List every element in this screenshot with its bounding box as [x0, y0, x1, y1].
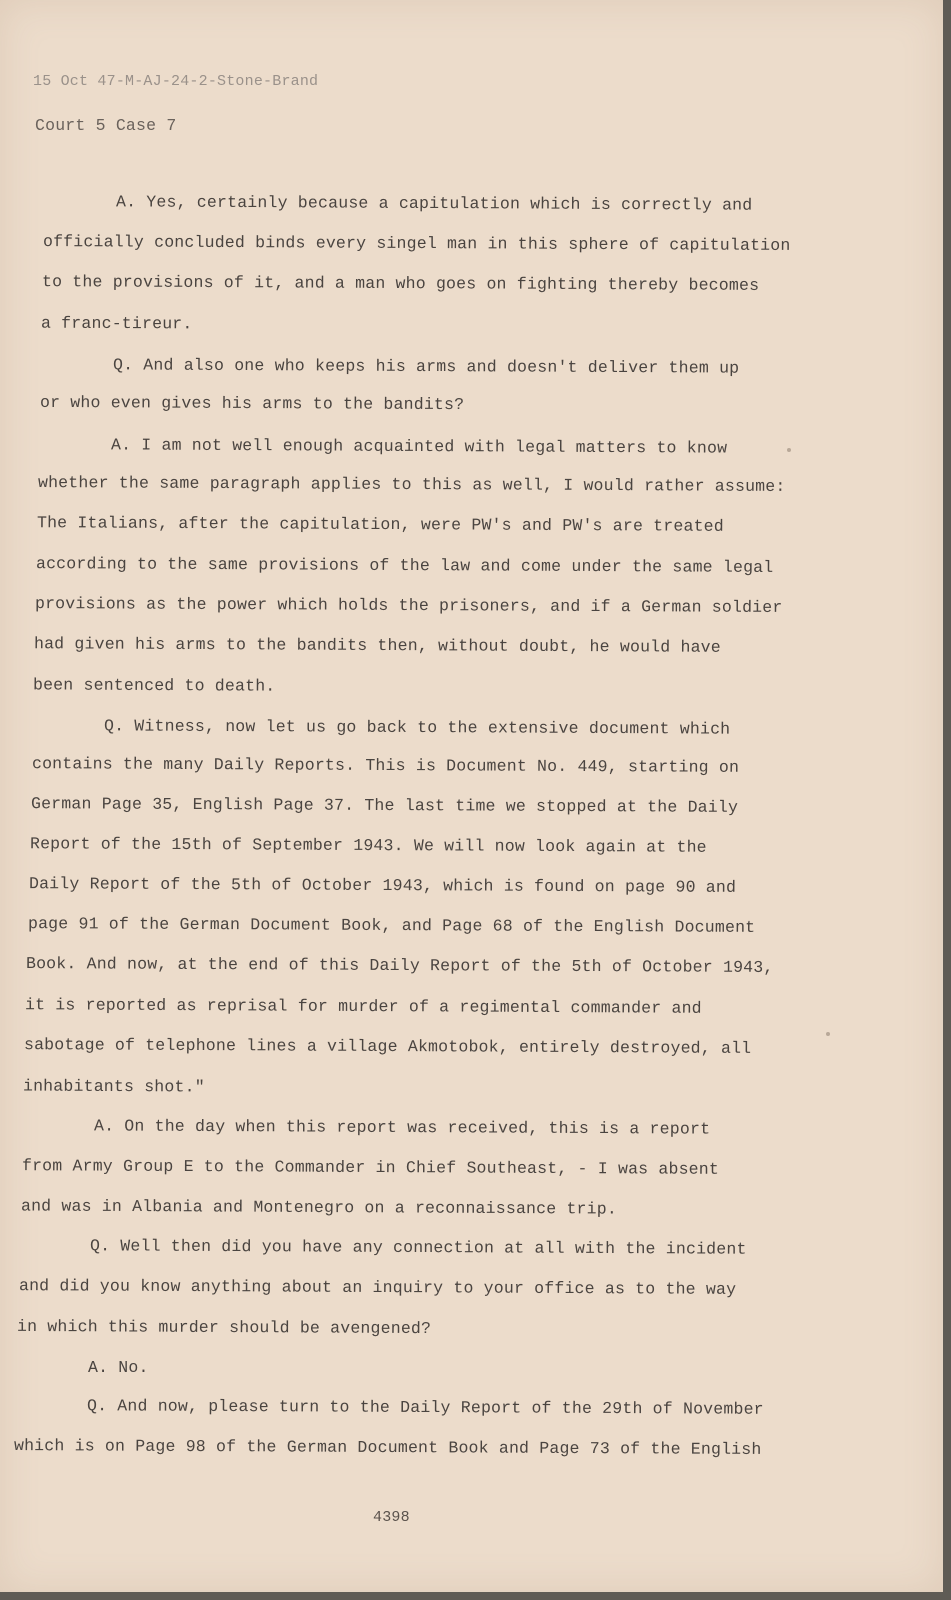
paper-speck	[826, 1032, 830, 1036]
transcript-line: Q. Well then did you have any connection at all with the incident	[89, 1236, 747, 1259]
transcript-line: in which this murder should be avengened?	[16, 1316, 432, 1339]
transcript-line: The Italians, after the capitulation, were PW's and PW's are treated	[36, 513, 724, 536]
transcript-line: and was in Albania and Montenegro on a reconnaissance trip.	[20, 1196, 618, 1219]
document-header-line-1: 15 Oct 47-M-AJ-24-2-Stone-Brand	[33, 73, 319, 90]
transcript-line: from Army Group E to the Commander in Chief Southeast, - I was absent	[21, 1156, 720, 1179]
transcript-line: been sentenced to death.	[32, 675, 276, 696]
transcript-line: Q. And now, please turn to the Daily Report of the 29th of November	[86, 1396, 764, 1419]
transcript-line: Report of the 15th of September 1943. We will now look again at the	[29, 834, 707, 857]
transcript-line: or who even gives his arms to the bandits?	[39, 392, 465, 415]
transcript-line: page 91 of the German Document Book, and Page 68 of the English Document	[27, 914, 756, 937]
transcript-line: Daily Report of the 5th of October 1943, which is found on page 90 and	[28, 874, 737, 897]
transcript-line: Book. And now, at the end of this Daily Report of the 5th of October 1943,	[25, 954, 774, 977]
page-number: 4398	[373, 1509, 410, 1526]
document-header-line-2: Court 5 Case 7	[35, 116, 177, 135]
transcript-line: sabotage of telephone lines a village Akmotobok, entirely destroyed, all	[23, 1035, 752, 1058]
transcript-line: had given his arms to the bandits then, without doubt, he would have	[33, 634, 721, 657]
transcript-line: to the provisions of it, and a man who goes on fighting thereby becomes	[41, 272, 760, 295]
transcript-line: which is on Page 98 of the German Document Book and Page 73 of the English	[13, 1436, 762, 1459]
transcript-line: according to the same provisions of the law and come under the same legal	[35, 554, 774, 577]
transcript-line: inhabitants shot."	[22, 1076, 205, 1097]
transcript-line: German Page 35, English Page 37. The last time we stopped at the Daily	[30, 794, 739, 817]
transcript-line: A. No.	[88, 1358, 149, 1377]
transcript-line: officially concluded binds every singel man in this sphere of capitulation	[42, 232, 791, 255]
transcript-line: whether the same paragraph applies to this as well, I would rather assume:	[37, 473, 786, 496]
transcript-line: A. I am not well enough acquainted with legal matters to know	[110, 435, 728, 458]
page-edge-right	[943, 0, 951, 1600]
transcript-line: it is reported as reprisal for murder of a regimental commander and	[24, 995, 702, 1018]
transcript-line: and did you know anything about an inquiry to your office as to the way	[18, 1276, 737, 1299]
transcript-line: contains the many Daily Reports. This is Document No. 449, starting on	[31, 754, 740, 777]
page-edge-bottom	[0, 1592, 951, 1600]
transcript-line: A. Yes, certainly because a capitulation which is correctly and	[115, 192, 753, 215]
transcript-line: A. On the day when this report was received, this is a report	[93, 1116, 711, 1139]
transcript-line: Q. Witness, now let us go back to the extensive document which	[103, 716, 731, 739]
paper-speck	[787, 448, 791, 452]
transcript-line: provisions as the power which holds the prisoners, and if a German soldier	[34, 594, 783, 617]
transcript-line: a franc-tireur.	[40, 313, 193, 334]
transcript-line: Q. And also one who keeps his arms and doesn't deliver them up	[112, 355, 740, 378]
